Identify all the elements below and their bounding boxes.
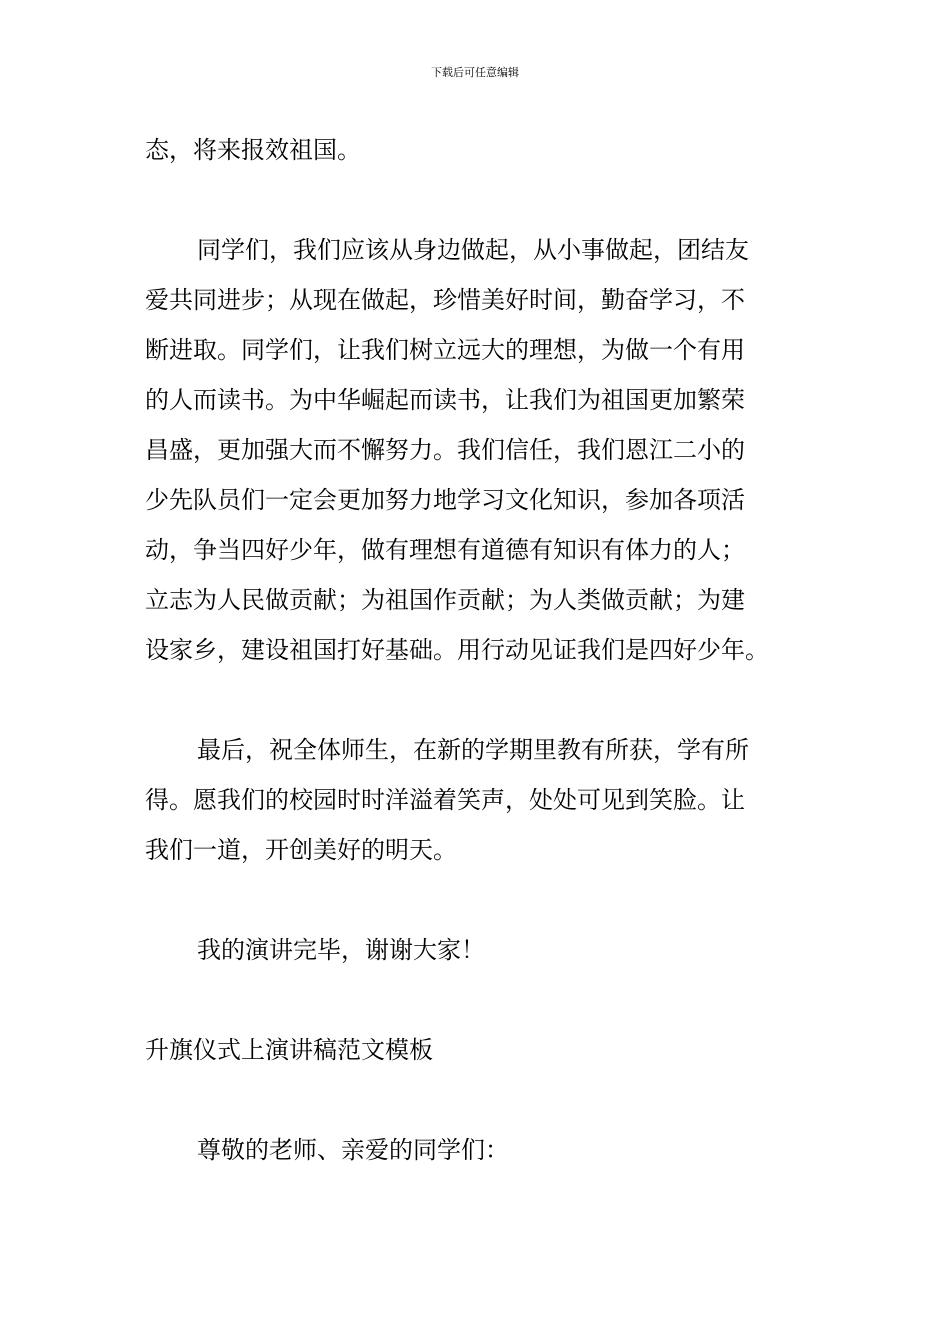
- paragraph-line: 爱共同进步；从现在做起，珍惜美好时间，勤奋学习，不: [145, 286, 745, 314]
- paragraph: [145, 725, 810, 875]
- salutation-line: 尊敬的老师、亲爱的同学们：: [197, 1136, 509, 1164]
- paragraph: [145, 225, 810, 675]
- paragraph-line: 断进取。同学们，让我们树立远大的理想，为做一个有用: [145, 336, 745, 364]
- paragraph-gap: [145, 675, 810, 725]
- closing-line: 我的演讲完毕，谢谢大家！: [197, 936, 485, 964]
- paragraph-line: 设家乡，建设祖国打好基础。用行动见证我们是四好少年。: [145, 636, 769, 664]
- paragraph-line: 的人而读书。为中华崛起而读书，让我们为祖国更加繁荣: [145, 386, 745, 414]
- paragraph-line: 立志为人民做贡献；为祖国作贡献；为人类做贡献；为建: [145, 586, 745, 614]
- paragraph-line: 我们一道，开创美好的明天。: [145, 836, 457, 864]
- paragraph-line: 最后，祝全体师生，在新的学期里教有所获，学有所: [197, 736, 749, 764]
- paragraph-line: 少先队员们一定会更加努力地学习文化知识，参加各项活: [145, 486, 745, 514]
- paragraph-line: 动，争当四好少年，做有理想有道德有知识有体力的人；: [145, 536, 745, 564]
- paragraph-gap: [145, 975, 810, 1025]
- paragraph-gap: [145, 875, 810, 925]
- paragraph-gap: [145, 175, 810, 225]
- paragraph-line: 昌盛，更加强大而不懈努力。我们信任，我们恩江二小的: [145, 436, 745, 464]
- page-header: 下载后可任意编辑: [431, 66, 519, 79]
- paragraph-line: 同学们，我们应该从身边做起，从小事做起，团结友: [197, 236, 749, 264]
- document-body: [145, 125, 810, 1175]
- section-title: 升旗仪式上演讲稿范文模板: [145, 1036, 433, 1064]
- paragraph-line: 得。愿我们的校园时时洋溢着笑声，处处可见到笑脸。让: [145, 786, 745, 814]
- paragraph-gap: [145, 1075, 810, 1125]
- paragraph-line: 态，将来报效祖国。: [145, 136, 361, 164]
